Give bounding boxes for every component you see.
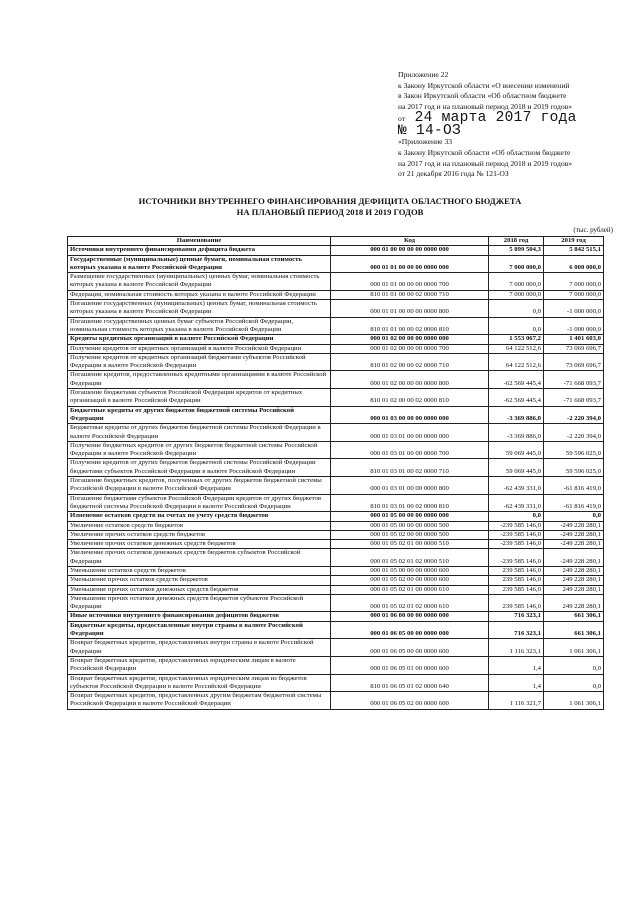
units-label: (тыс. рублей) — [573, 226, 613, 234]
row-value-2019: 0,0 — [544, 656, 604, 674]
row-name: Увеличение остатков средств бюджетов — [68, 521, 331, 530]
row-value-2019: 7 000 000,0 — [544, 290, 604, 299]
row-name: Погашение бюджетами субъектов Российской Федерации кредитов от кредитных организаций в валюте Российской Федерации — [68, 389, 331, 407]
row-value-2019: 1 061 306,1 — [544, 692, 604, 710]
table-row — [68, 371, 604, 389]
row-code: 810 01 03 01 00 02 0000 810 — [331, 494, 489, 512]
row-value-2019: 661 306,1 — [544, 612, 604, 621]
row-code: 000 01 02 00 00 00 0000 800 — [331, 371, 489, 389]
row-value-2019: -71 668 093,7 — [544, 371, 604, 389]
row-value-2019: 0,0 — [544, 512, 604, 521]
date-value: 24 марта 2017 года — [414, 110, 577, 127]
row-value-2019: -249 228 280,1 — [544, 549, 604, 567]
row-name: Получение кредитов от других бюджетов бюджетной системы Российской Федерации бюджетами субъектов Российской Федерации в валюте Российской Федерации — [68, 459, 331, 477]
row-code: 000 01 05 00 00 00 0000 500 — [331, 521, 489, 530]
row-value-2018: 0,0 — [489, 317, 544, 335]
row-code: 000 01 05 02 01 00 0000 610 — [331, 585, 489, 594]
row-name: Источники внутреннего финансирования дефицита бюджета — [68, 246, 331, 255]
table-row — [68, 585, 604, 594]
table-row — [68, 566, 604, 575]
table-row — [68, 530, 604, 539]
table-row — [68, 246, 604, 255]
header-line-5: на 2017 год и на плановый период 2018 и 2019 годов» — [398, 158, 573, 168]
row-code: 000 01 03 01 00 00 0000 000 — [331, 424, 489, 442]
table-row — [68, 656, 604, 674]
row-name: Кредиты кредитных организаций в валюте Российской Федерации — [68, 335, 331, 344]
row-value-2018: -239 585 146,0 — [489, 540, 544, 549]
row-code: 000 01 06 05 00 00 0000 000 — [331, 621, 489, 639]
title-line-1: ИСТОЧНИКИ ВНУТРЕННЕГО ФИНАНСИРОВАНИЯ ДЕФИЦИТА ОБЛАСТНОГО БЮДЖЕТА — [138, 196, 522, 206]
row-value-2019: 59 596 025,0 — [544, 441, 604, 459]
row-value-2019: 0,0 — [544, 674, 604, 692]
row-name: Возврат бюджетных кредитов, предоставленных юридическим лицам из бюджетов субъектов Российской Федерации в валюте Российской Федерации — [68, 674, 331, 692]
row-value-2019: -249 228 280,1 — [544, 521, 604, 530]
table-row — [68, 621, 604, 639]
row-code: 000 01 05 02 01 00 0000 510 — [331, 540, 489, 549]
row-value-2019: 1 401 603,0 — [544, 335, 604, 344]
row-code: 000 01 05 00 00 00 0000 600 — [331, 566, 489, 575]
row-name: Бюджетные кредиты от других бюджетов бюджетной системы Российской Федерации в валюте Российской Федерации — [68, 424, 331, 442]
table-row — [68, 512, 604, 521]
table-row — [68, 576, 604, 585]
row-code: 000 01 05 02 01 02 0000 610 — [331, 594, 489, 612]
row-name: Изменение остатков средств на счетах по учету средств бюджетов — [68, 512, 331, 521]
table-row — [68, 353, 604, 371]
table-row — [68, 612, 604, 621]
row-value-2018: 239 585 146,0 — [489, 594, 544, 612]
table-row — [68, 674, 604, 692]
row-value-2018: 239 585 146,0 — [489, 585, 544, 594]
law-number: № 14-ОЗ — [398, 123, 462, 140]
row-value-2018: -62 439 331,0 — [489, 477, 544, 495]
row-value-2018: 7 000 000,0 — [489, 255, 544, 273]
row-value-2018: 239 585 146,0 — [489, 566, 544, 575]
header-line-1: к Закону Иркутской области «О внесении изменений — [398, 80, 570, 90]
row-code: 000 01 03 01 00 00 0000 800 — [331, 477, 489, 495]
row-name: Уменьшение остатков средств бюджетов — [68, 566, 331, 575]
document-title — [120, 196, 540, 218]
row-code: 000 01 05 02 00 00 0000 500 — [331, 530, 489, 539]
row-code: 000 01 01 00 00 00 0000 700 — [331, 273, 489, 291]
row-value-2019: -61 816 419,0 — [544, 477, 604, 495]
row-value-2018: 716 323,1 — [489, 612, 544, 621]
row-value-2018: 716 323,1 — [489, 621, 544, 639]
row-code: 810 01 02 00 00 02 0000 810 — [331, 389, 489, 407]
table-row — [68, 441, 604, 459]
row-value-2019: 6 000 000,0 — [544, 255, 604, 273]
row-value-2018: 0,0 — [489, 512, 544, 521]
row-name: Уменьшение прочих остатков средств бюджетов — [68, 576, 331, 585]
row-code: 000 01 01 00 00 00 0000 800 — [331, 300, 489, 318]
row-name: Увеличение прочих остатков денежных средств бюджетов субъектов Российской Федерации — [68, 549, 331, 567]
row-value-2019: 249 228 280,1 — [544, 566, 604, 575]
row-value-2019: 73 069 696,7 — [544, 353, 604, 371]
table-row — [68, 406, 604, 424]
header-code: Код — [331, 237, 489, 246]
header-line-4: к Закону Иркутской области «Об областном бюджете — [398, 147, 571, 157]
row-value-2019: -249 228 280,1 — [544, 530, 604, 539]
row-code: 000 01 01 00 00 00 0000 000 — [331, 255, 489, 273]
table-row — [68, 273, 604, 291]
row-value-2018: 7 000 000,0 — [489, 273, 544, 291]
row-value-2019: 73 069 696,7 — [544, 344, 604, 353]
row-value-2018: 1,4 — [489, 656, 544, 674]
row-value-2019: 249 228 280,1 — [544, 594, 604, 612]
row-value-2019: -2 220 394,0 — [544, 424, 604, 442]
row-value-2019: 249 228 280,1 — [544, 585, 604, 594]
row-code: 000 01 06 00 00 00 0000 000 — [331, 612, 489, 621]
row-name: Погашение бюджетных кредитов, полученных от других бюджетов бюджетной системы Российской Федерации в валюте Российской Федерации — [68, 477, 331, 495]
table-row — [68, 300, 604, 318]
row-name: Уменьшение прочих остатков денежных средств бюджетов субъектов Российской Федерации — [68, 594, 331, 612]
row-code: 000 01 05 02 00 00 0000 600 — [331, 576, 489, 585]
row-value-2019: -249 228 280,1 — [544, 540, 604, 549]
table-row — [68, 540, 604, 549]
table-header-row — [68, 237, 604, 246]
date-prefix: от — [398, 114, 406, 124]
row-value-2018: 59 069 445,0 — [489, 441, 544, 459]
header-line-3: на 2017 год и на плановый период 2018 и 2019 годов» — [398, 101, 573, 111]
row-value-2019: -61 816 419,0 — [544, 494, 604, 512]
row-value-2019: 7 000 000,0 — [544, 273, 604, 291]
row-name: Погашение государственных (муниципальных) ценных бумаг, номинальная стоимость которых указана в валюте Российской Федерации — [68, 300, 331, 318]
row-name: Размещение государственных (муниципальных) ценных бумаг, номинальная стоимость которых указана в валюте Российской Федерации — [68, 273, 331, 291]
row-code: 000 01 02 00 00 00 0000 700 — [331, 344, 489, 353]
row-value-2018: 64 122 512,6 — [489, 353, 544, 371]
row-name: Увеличение прочих остатков денежных средств бюджетов — [68, 540, 331, 549]
table-row — [68, 317, 604, 335]
row-code: 000 01 00 00 00 00 0000 000 — [331, 246, 489, 255]
row-code: 000 01 06 05 00 00 0000 600 — [331, 639, 489, 657]
header-line-2: в Закон Иркутской области «Об областном бюджете — [398, 91, 567, 101]
row-value-2019: -71 668 093,7 — [544, 389, 604, 407]
row-value-2018: -62 569 445,4 — [489, 371, 544, 389]
appendix-2-label: «Приложение 33 — [398, 137, 453, 147]
row-value-2019: -1 000 000,0 — [544, 300, 604, 318]
row-code: 000 01 02 00 00 00 0000 000 — [331, 335, 489, 344]
row-name: Погашение государственных ценных бумаг субъектов Российской Федерации, номинальная стоимость которых указана в валюте Российской Федерации — [68, 317, 331, 335]
row-name: Государственные (муниципальные) ценные бумаги, номинальная стоимость которых указана в валюте Российской Федерации — [68, 255, 331, 273]
row-value-2018: 239 585 146,0 — [489, 576, 544, 585]
row-code: 810 01 01 00 00 02 0000 810 — [331, 317, 489, 335]
row-name: Иные источники внутреннего финансирования дефицитов бюджетов — [68, 612, 331, 621]
row-name: Получение кредитов от кредитных организаций в валюте Российской Федерации — [68, 344, 331, 353]
table-row — [68, 255, 604, 273]
table-row — [68, 477, 604, 495]
table-row — [68, 459, 604, 477]
row-name: Увеличение прочих остатков средств бюджетов — [68, 530, 331, 539]
law-header — [398, 70, 618, 180]
row-value-2018: -239 585 146,0 — [489, 549, 544, 567]
row-value-2018: 0,0 — [489, 300, 544, 318]
row-code: 000 01 03 01 00 00 0000 700 — [331, 441, 489, 459]
row-name: Бюджетные кредиты от других бюджетов бюджетной системы Российской Федерации — [68, 406, 331, 424]
row-value-2018: -62 439 331,0 — [489, 494, 544, 512]
row-value-2018: -3 369 886,0 — [489, 424, 544, 442]
row-name: Уменьшение прочих остатков денежных средств бюджетов — [68, 585, 331, 594]
row-value-2019: -2 220 394,0 — [544, 406, 604, 424]
row-name: Получение кредитов от кредитных организаций бюджетами субъектов Российской Федерации в валюте Российской Федерации — [68, 353, 331, 371]
table-row — [68, 389, 604, 407]
row-value-2018: 1,4 — [489, 674, 544, 692]
row-name: Получение бюджетных кредитов от других бюджетов бюджетной системы Российской Федерации в валюте Российской Федерации — [68, 441, 331, 459]
row-code: 000 01 05 02 01 02 0000 510 — [331, 549, 489, 567]
title-line-2: НА ПЛАНОВЫЙ ПЕРИОД 2018 И 2019 ГОДОВ — [236, 207, 424, 217]
row-name: Бюджетные кредиты, предоставленные внутри страны в валюте Российской Федерации — [68, 621, 331, 639]
row-value-2019: 1 061 306,1 — [544, 639, 604, 657]
header-name: Наименование — [68, 237, 331, 246]
row-value-2019: -1 000 000,0 — [544, 317, 604, 335]
appendix-label: Приложение 22 — [398, 70, 449, 79]
header-line-6: от 21 декабря 2016 года № 121-ОЗ — [398, 169, 509, 179]
table-body — [68, 246, 604, 709]
row-name: Федерация, номинальная стоимость которых указана в валюте Российской Федерации — [68, 290, 331, 299]
table-row — [68, 549, 604, 567]
table-row — [68, 494, 604, 512]
row-value-2018: 7 000 000,0 — [489, 290, 544, 299]
row-value-2018: 64 122 512,6 — [489, 344, 544, 353]
row-value-2018: 59 069 445,0 — [489, 459, 544, 477]
row-value-2018: -239 585 146,0 — [489, 521, 544, 530]
row-name: Возврат бюджетных кредитов, предоставленных другим бюджетам бюджетной системы Российской Федерации в валюте Российской Федерации — [68, 692, 331, 710]
row-value-2018: -62 569 445,4 — [489, 389, 544, 407]
header-2019: 2019 год — [544, 237, 604, 246]
row-code: 000 01 06 05 01 00 0000 600 — [331, 656, 489, 674]
row-value-2018: 1 116 321,7 — [489, 692, 544, 710]
row-value-2019: 249 228 280,1 — [544, 576, 604, 585]
table-row — [68, 639, 604, 657]
row-name: Возврат бюджетных кредитов, предоставленных юридическим лицам в валюте Российской Федерации — [68, 656, 331, 674]
row-value-2018: -239 585 146,0 — [489, 530, 544, 539]
row-code: 810 01 06 05 01 02 0000 640 — [331, 674, 489, 692]
row-name: Погашение кредитов, предоставленных кредитными организациями в валюте Российской Федерации — [68, 371, 331, 389]
row-value-2018: 1 553 067,2 — [489, 335, 544, 344]
row-code: 810 01 03 01 00 02 0000 710 — [331, 459, 489, 477]
table-row — [68, 424, 604, 442]
row-value-2019: 661 306,1 — [544, 621, 604, 639]
row-name: Погашение бюджетами субъектов Российской Федерации кредитов от других бюджетов бюджетной системы Российской Федерации в валюте Российской Федерации — [68, 494, 331, 512]
table-row — [68, 290, 604, 299]
row-value-2018: 1 116 323,1 — [489, 639, 544, 657]
header-2018: 2018 год — [489, 237, 544, 246]
row-value-2018: 5 899 504,3 — [489, 246, 544, 255]
row-code: 810 01 01 00 00 02 0000 710 — [331, 290, 489, 299]
row-code: 000 01 03 00 00 00 0000 000 — [331, 406, 489, 424]
row-value-2019: 59 596 025,0 — [544, 459, 604, 477]
table-row — [68, 344, 604, 353]
table-row — [68, 335, 604, 344]
table-row — [68, 594, 604, 612]
row-name: Возврат бюджетных кредитов, предоставленных внутри страны в валюте Российской Федерации — [68, 639, 331, 657]
table-row — [68, 521, 604, 530]
row-value-2019: 5 842 515,1 — [544, 246, 604, 255]
row-code: 000 01 06 05 02 00 0000 600 — [331, 692, 489, 710]
financing-sources-table — [67, 236, 604, 710]
row-code: 810 01 02 00 00 02 0000 710 — [331, 353, 489, 371]
row-value-2018: -3 369 886,0 — [489, 406, 544, 424]
table-row — [68, 692, 604, 710]
row-code: 000 01 05 00 00 00 0000 000 — [331, 512, 489, 521]
